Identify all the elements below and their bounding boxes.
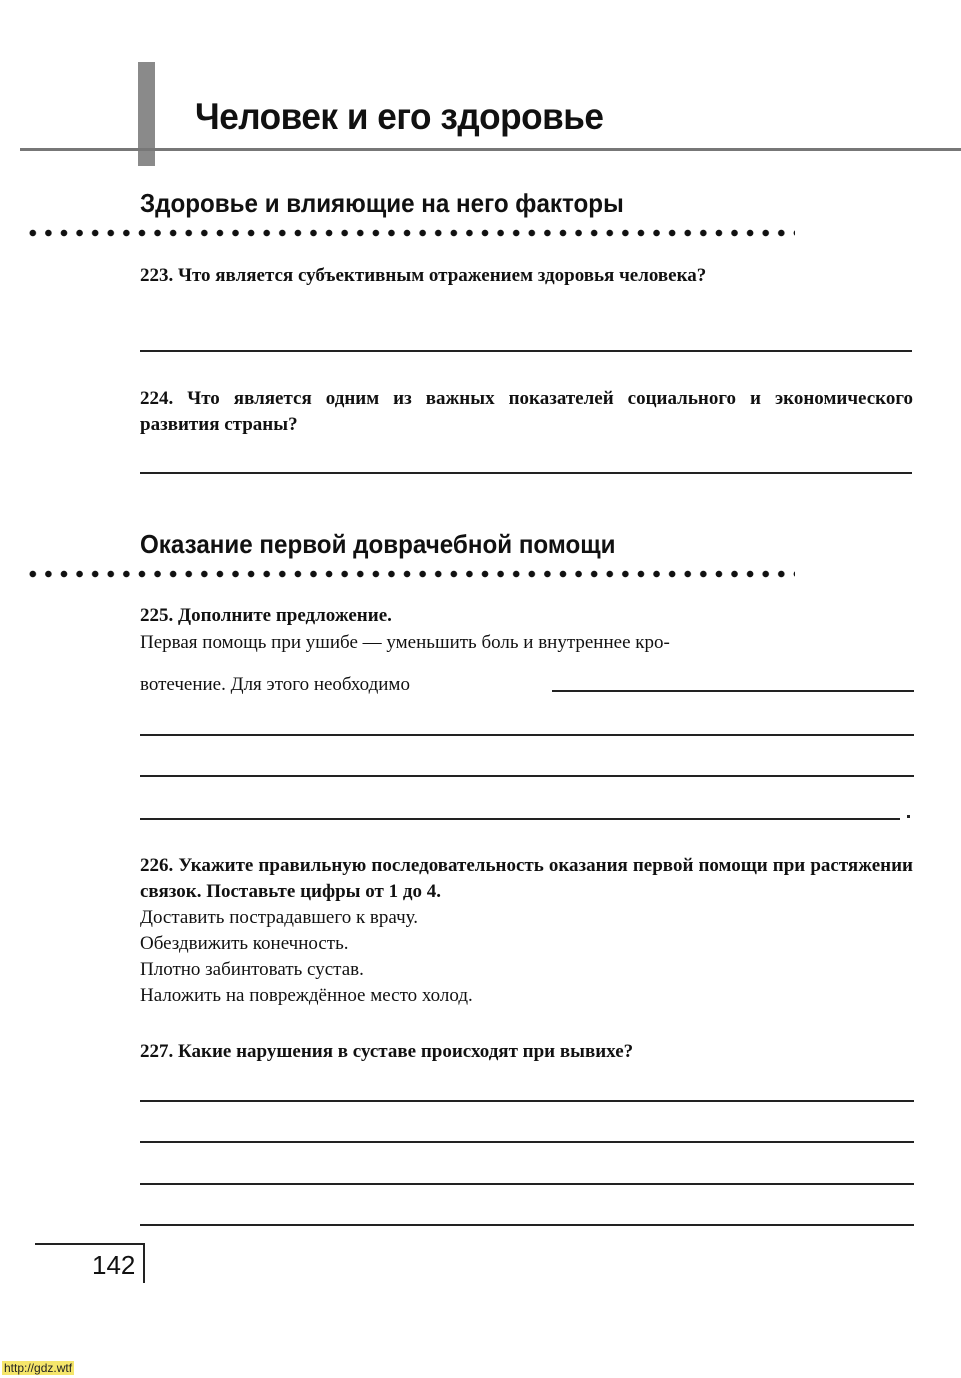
sequence-item: Обездвижить конечность. bbox=[140, 933, 349, 954]
section-heading-first-aid: Оказание первой доврачебной помощи bbox=[140, 529, 616, 559]
answer-line-223[interactable] bbox=[140, 350, 912, 352]
answer-line-227[interactable] bbox=[140, 1224, 914, 1226]
answer-line-225[interactable] bbox=[140, 734, 914, 736]
dotted-divider bbox=[25, 570, 795, 578]
question-225-title: 225. Дополните предложение. bbox=[140, 605, 392, 626]
question-226-title: 226. Укажите правильную последовательность оказания первой помощи при растяжении связок. Поставьте цифры от 1 до 4. bbox=[140, 855, 913, 902]
answer-line-227[interactable] bbox=[140, 1100, 914, 1102]
page-number-rule bbox=[143, 1243, 145, 1283]
answer-line-227[interactable] bbox=[140, 1141, 914, 1143]
section-heading-health-factors: Здоровье и влияющие на него факторы bbox=[140, 188, 624, 218]
question-225-line1: Первая помощь при ушибе — уменьшить боль и внутреннее кро- bbox=[140, 632, 670, 653]
sequence-item: Плотно забинтовать сустав. bbox=[140, 959, 364, 980]
sequence-item: Наложить на повреждённое место холод. bbox=[140, 985, 473, 1006]
sequence-item: Доставить пострадавшего к врачу. bbox=[140, 907, 418, 928]
period-mark bbox=[907, 815, 910, 818]
dotted-divider bbox=[25, 229, 795, 237]
question-225-line2: вотечение. Для этого необходимо bbox=[140, 674, 410, 695]
question-227: 227. Какие нарушения в суставе происходят при вывихе? bbox=[140, 1041, 634, 1062]
answer-line-224[interactable] bbox=[140, 472, 912, 474]
chapter-rule bbox=[20, 148, 961, 151]
answer-line-225[interactable] bbox=[140, 775, 914, 777]
question-224: 224. Что является одним из важных показателей социального и экономического развития страны? bbox=[140, 388, 913, 435]
chapter-title: Человек и его здоровье bbox=[195, 96, 604, 137]
answer-line-225[interactable] bbox=[140, 818, 900, 820]
answer-line-225[interactable] bbox=[552, 690, 914, 692]
question-223: 223. Что является субъективным отражением здоровья человека? bbox=[140, 265, 707, 286]
answer-line-227[interactable] bbox=[140, 1183, 914, 1185]
page-number: 142 bbox=[92, 1250, 136, 1280]
watermark-url[interactable]: http://gdz.wtf bbox=[4, 1361, 73, 1375]
page-number-rule bbox=[35, 1243, 145, 1245]
